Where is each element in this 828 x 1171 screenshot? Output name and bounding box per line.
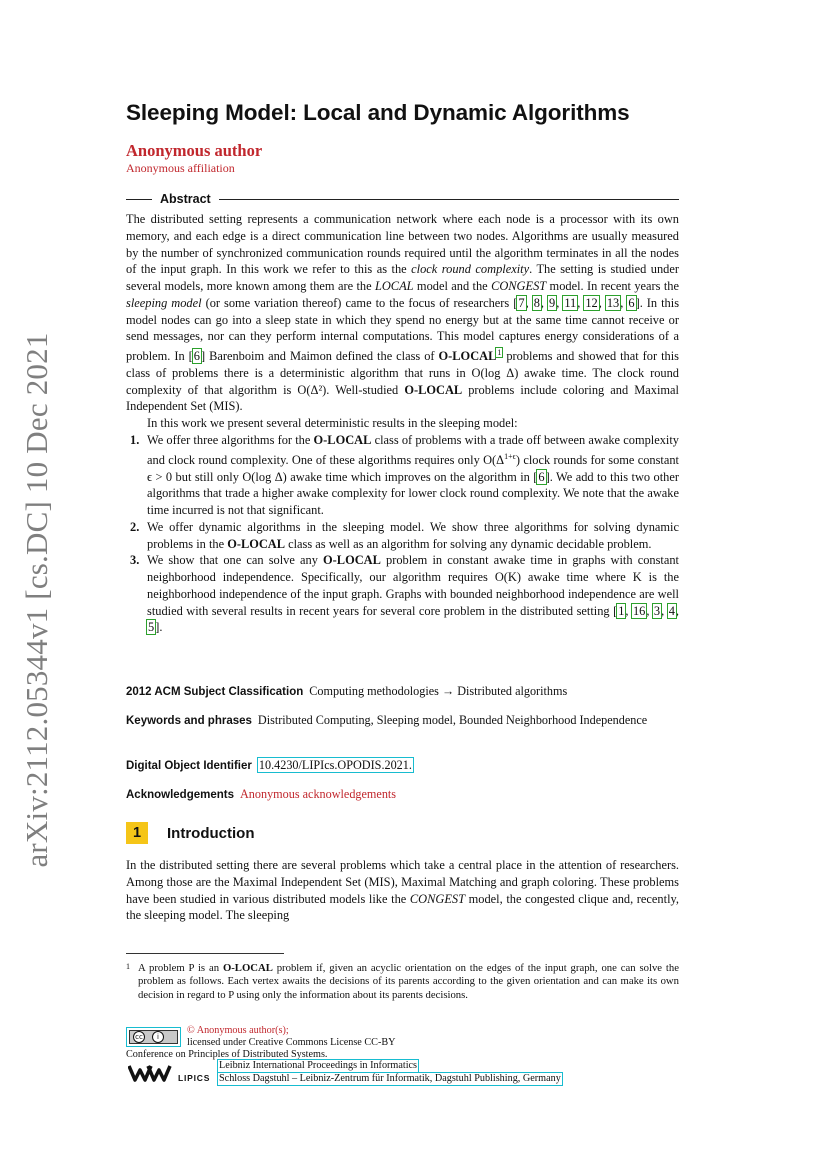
meta-value: Computing methodologies → Distributed algorithms bbox=[309, 684, 568, 698]
section-title: Introduction bbox=[167, 824, 255, 842]
citation-link[interactable]: 11 bbox=[564, 295, 577, 310]
footnote-rule bbox=[126, 953, 284, 954]
abstract-heading bbox=[126, 190, 679, 208]
abstract-paragraph: In this work we present several deterministic results in the sleeping model: bbox=[147, 416, 518, 431]
citation-link[interactable]: 6 bbox=[628, 295, 635, 310]
citation-link[interactable]: 6 bbox=[538, 469, 545, 484]
list-item: 1. We offer three algorithms for the O-LOCAL class of problems with a trade off between awake complexity and clock round complexity. One of these algorithms requires only $O(\Delta^{1+\epsilon})$ clock rounds for some constant ϵ > 0 but still only O(log Δ) awake time which improves on the algorithm in [6]. We add to this two other algorithms that trade a higher awake complexity for lower clock round complexity. We note that the awake time incurred is not that significant. bbox=[130, 432, 680, 517]
contribution-list bbox=[126, 432, 679, 636]
dagstuhl-link[interactable]: Schloss Dagstuhl – Leibniz-Zentrum für Informatik, Dagstuhl Publishing, Germany bbox=[219, 1073, 561, 1085]
meta-key: Keywords and phrases bbox=[126, 715, 252, 727]
paper-title: Sleeping Model: Local and Dynamic Algorithms bbox=[126, 100, 630, 125]
heading-rule bbox=[219, 199, 679, 200]
meta-key: Acknowledgements bbox=[126, 789, 234, 801]
keywords bbox=[126, 712, 679, 730]
meta-key: 2012 ACM Subject Classification bbox=[126, 686, 304, 698]
local-model: LOCAL bbox=[374, 279, 414, 293]
citation-link[interactable]: 6 bbox=[193, 349, 200, 364]
cc-by-badge[interactable] bbox=[126, 1027, 181, 1047]
conference-name: Conference on Principles of Distributed Systems. bbox=[126, 1049, 328, 1060]
citation-link[interactable]: 5 bbox=[148, 620, 155, 635]
series-links bbox=[218, 1060, 562, 1086]
author-name[interactable]: Anonymous author bbox=[126, 141, 263, 160]
footnote-mark[interactable]: 1 bbox=[497, 348, 502, 357]
citation-link[interactable]: 3 bbox=[653, 603, 661, 618]
author-affiliation: Anonymous affiliation bbox=[126, 161, 235, 175]
congest-model: CONGEST bbox=[491, 279, 547, 293]
copyright-line: © Anonymous author(s); bbox=[187, 1025, 289, 1036]
lipics-wordmark: LIPICS bbox=[178, 1073, 211, 1083]
citation-link[interactable]: 8 bbox=[533, 295, 540, 310]
abstract-body bbox=[126, 211, 679, 636]
footnote: 1 A problem P is an O-LOCAL problem if, given an acyclic orientation on the edges of the input graph, one can solve the problem as follows. Each vertex awaits the decisions of its parents according to the given orientation and can make its own decision in regard to P using only the information about its parents decisions. bbox=[126, 962, 679, 1001]
section-heading bbox=[126, 822, 679, 844]
meta-key: Digital Object Identifier bbox=[126, 760, 252, 772]
list-item: 3. We show that one can solve any O-LOCAL problem in constant awake time in graphs with constant neighborhood independence. Specifically, our algorithm requires O(K) awake time where K is the neighborhood independence of the input graph. Graphs with bounded neighborhood independence are well studied with several results in recent years for several core problem in the distributed setting [1, 16, 3, 4, 5]. bbox=[130, 553, 679, 635]
cc-icon: cc bbox=[133, 1031, 145, 1043]
citation-link[interactable]: 13 bbox=[606, 295, 620, 310]
acknowledgements bbox=[126, 786, 679, 804]
footnote-number: 1 bbox=[126, 962, 130, 971]
by-icon: i bbox=[152, 1031, 164, 1043]
heading-rule bbox=[126, 199, 152, 200]
license-line: licensed under Creative Commons License CC-BY bbox=[187, 1037, 396, 1049]
arxiv-stamp: arXiv:2112.05344v1 [cs.DC] 10 Dec 2021 bbox=[19, 332, 54, 868]
acm-classification bbox=[126, 683, 679, 701]
citation-link[interactable]: 16 bbox=[632, 603, 646, 618]
citation-link[interactable]: 1 bbox=[618, 603, 625, 618]
citation-link[interactable]: 9 bbox=[549, 295, 556, 310]
section-number: 1 bbox=[126, 822, 148, 844]
intro-paragraph: In the distributed setting there are several problems which take a central place in the attention of researchers. Among those are the Maximal Independent Set (MIS), Maximal Matching and graph coloring. These problems have been studied in various distributed models like the CONGEST model, the congested clique and, recently, the sleeping model. The sleeping bbox=[126, 858, 680, 923]
lipics-logo-icon bbox=[128, 1062, 178, 1084]
meta-value: Anonymous acknowledgements bbox=[240, 787, 397, 801]
abstract-label: Abstract bbox=[160, 192, 211, 206]
lipics-link[interactable]: Leibniz International Proceedings in Informatics bbox=[219, 1060, 418, 1071]
meta-value: Distributed Computing, Sleeping model, Bounded Neighborhood Independence bbox=[257, 713, 648, 727]
citation-link[interactable]: 12 bbox=[585, 295, 598, 310]
citation-link[interactable]: 4 bbox=[668, 603, 675, 618]
congest-model: CONGEST bbox=[409, 891, 465, 906]
citation-link[interactable]: 7 bbox=[518, 295, 525, 310]
abstract-paragraph: The distributed setting represents a communication network where each node is a processor with its own memory, and each edge is a direct communication line between two nodes. Algorithms are usually measured by the number of synchronized communication rounds required until the algorithm terminates in all the nodes of the input graph. In this work we refer to this as the clock round complexity. The setting is studied under several models, more known among them are the LOCAL model and the CONGEST model. In recent years the sleeping model (or some variation thereof) came to the focus of researchers [7, 8, 9, 11, 12, 13, 6]. In this model nodes can go into a sleep state in which they spend no energy but at the same time cannot receive or send messages, nor can they perform internal computations. This model captures energy considerations of a problem. In [6] Barenboim and Maimon defined the class of O-LOCAL$^1$ problems and showed that for this class of problems there is a deterministic algorithm that runs in O(log Δ) awake time. The clock round complexity of that algorithm is O(Δ²). Well-studied O-LOCAL problems include coloring and Maximal Independent Set (MIS). bbox=[126, 212, 680, 414]
list-item: 2. We offer dynamic algorithms in the sleeping model. We show three algorithms for solving dynamic problems in the O-LOCAL class as well as an algorithm for solving any dynamic decidable problem. bbox=[130, 519, 679, 551]
doi bbox=[126, 757, 679, 775]
doi-link[interactable]: 10.4230/LIPIcs.OPODIS.2021. bbox=[258, 758, 412, 772]
